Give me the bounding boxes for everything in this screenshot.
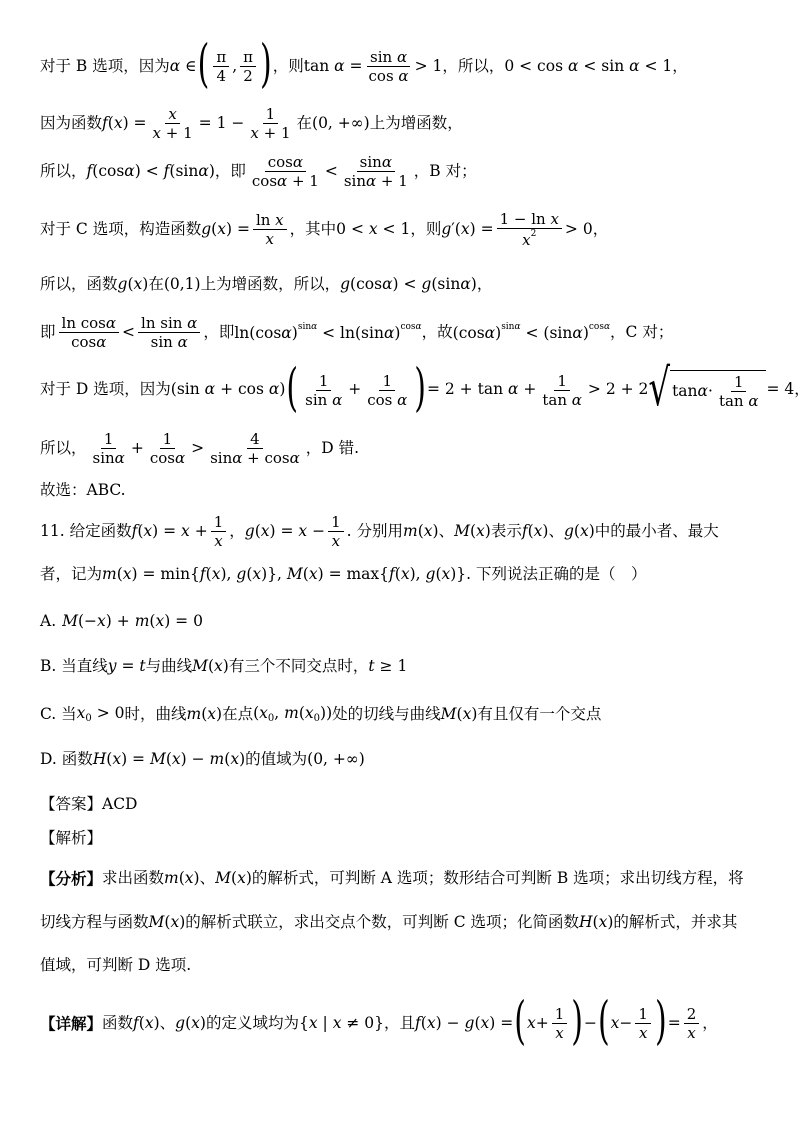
option-c: C. 当 $x_0 > 0$ 时，曲线 m(x) 在点 ($x_0$, $m(x_0)$) 处的切线与曲线 M(x) 有且仅有一个交点 (40, 704, 602, 724)
answer-line: 【答案】ACD (40, 795, 138, 813)
xiangjie-line: 【详解】 函数 f(x) 、 g(x) 的定义域均为 {x | x ≠ 0} ，且 f(x) − g(x) = ( x+ $\frac{1}{x}$ ) − ( x− $\frac{1}{x}$ ) = $\frac{2}{x}$ ， (40, 992, 718, 1052)
question-11-line-1: 11. 给定函数 f(x) = x + $\frac{1}{x}$ ， g(x) = x − $\frac{1}{x}$ . 分别用 m(x) 、 M(x) 表示 f(x) 、 g(x) 中的最小者、最大 (40, 513, 719, 550)
line-2: 因为函数 f(x) = $\frac{x}{x + 1}$ = 1 − $\frac{1}{x + 1}$ 在 (0, +∞) 上为增函数， (40, 105, 463, 142)
fenxi-line-2: 切线方程与函数 M(x) 的解析式联立，求出交点个数，可判断 C 选项；化简函数 H(x) 的解析式，并求其 (40, 913, 738, 931)
line-3: 所以， f(cosα) < f(sinα) ，即 $\frac{\cos\alpha}{\cos\alpha + 1}$ < $\frac{\sin\alpha}{\sin\alpha + 1}$ ，B 对； (40, 153, 477, 190)
line-7: 对于 D 选项，因为 (sin α + cos α) ( $\frac{1}{\text{sin α}}$ + $\frac{1}{\text{cos α}}$ ) = 2 + tan α + $\frac{1}{\text{tan α}}$ > 2 + 2 √ tan α · $\frac{1}{\text{tan α}}$ = 4 ， (40, 358, 810, 420)
line-4: 对于 C 选项，构造函数 g(x) = $\frac{\text{ln x}}{x}$ ，其中 0 < x < 1 ，则 g′(x) = $\frac{\text{1 − ln x}}{x^2}$ > 0 ， (40, 210, 609, 249)
option-d: D. 函数 H(x) = M(x) − m(x) 的值域为 (0, +∞) (40, 750, 365, 768)
fenxi-line-1: 【分析】 求出函数 m(x) 、 M(x) 的解析式，可判断 A 选项；数形结合可判断 B 选项；求出切线方程，将 (40, 869, 744, 888)
line-9: 故选：ABC. (40, 481, 126, 499)
option-a: A. M(−x) + m(x) = 0 (40, 612, 203, 630)
line-6: 即 $\frac{\text{ln cosα}}{\cos\alpha}$ < $\frac{\text{ln sin α}}{\text{sin α}}$ ，即 $\ln(\cos\alpha)^{sin\alpha} < \ln(\sin\alpha)^{cos\alpha}$ ，故 $(\cos\alpha)^{sin\alpha} < (\sin\alpha)^{cos\alpha}$ ，C 对； (40, 314, 674, 351)
analysis-heading: 【解析】 (40, 829, 103, 847)
question-11-line-2: 者，记为 m(x) = min{f(x), g(x)}, M(x) = max{f(x), g(x)} . 下列说法正确的是（ ） (40, 565, 647, 583)
line-1: 对于 B 选项，因为 α ∈ ( $\frac{\pi}{4}$ , $\frac{\pi}{2}$ ) ，则 tan α = $\frac{\text{sin α}}{\text{cos α}}$ > 1 ，所以， 0 < cos α < sin α < 1 ， (40, 35, 688, 95)
line-5: 所以，函数 g(x) 在 (0,1) 上为增函数，所以， g(cosα) < g(sinα) ， (40, 275, 493, 293)
option-b: B. 当直线 y = t 与曲线 M(x) 有三个不同交点时， t ≥ 1 (40, 657, 408, 675)
fenxi-line-3: 值域，可判断 D 选项. (40, 956, 192, 974)
line-8: 所以， $\frac{1}{\sin\alpha}$ + $\frac{1}{\cos\alpha}$ > $\frac{4}{\sin\alpha + \cos\alpha}$ ，D 错. (40, 430, 360, 467)
